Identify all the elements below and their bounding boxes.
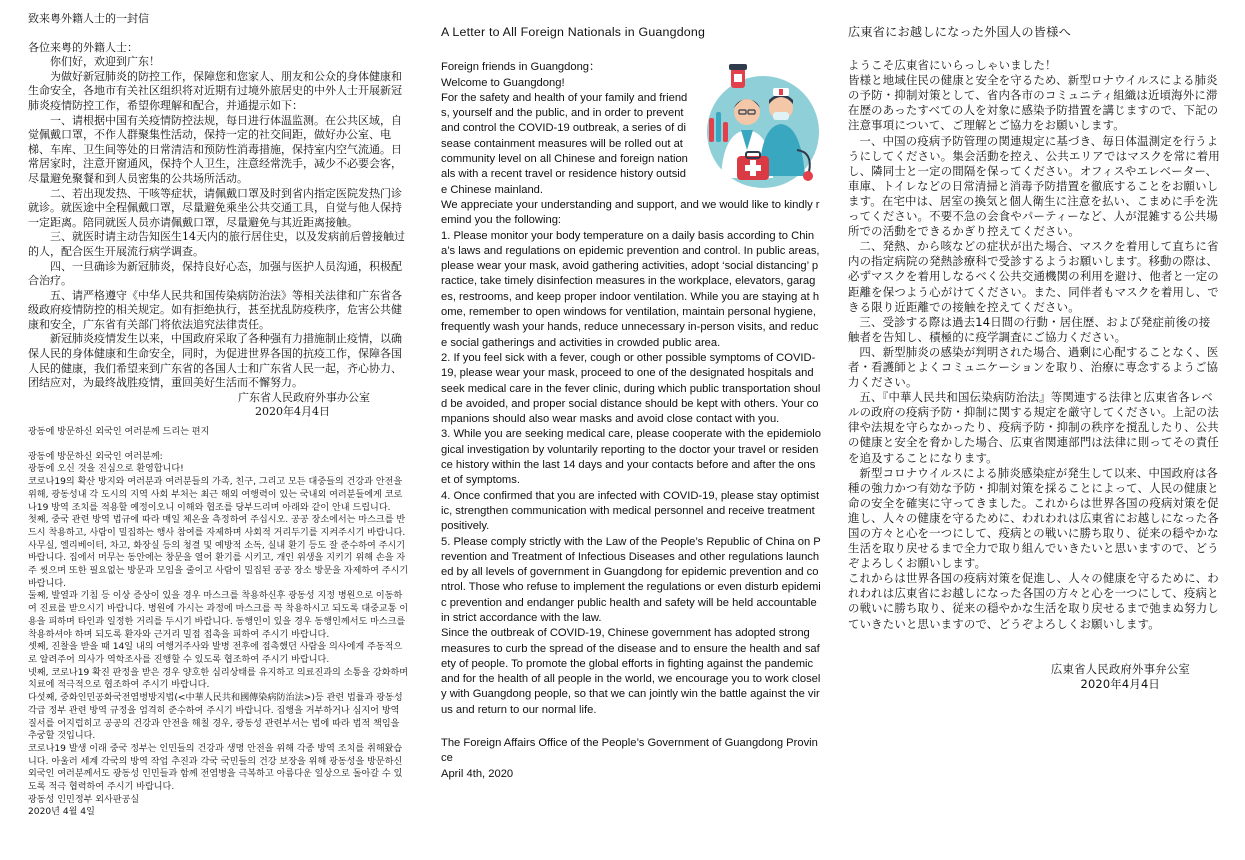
- japanese-paragraph: 四、新型肺炎の感染が判明された場合、過剰に心配することなく、医者・看護師とよくコミュニケーションを取り、治療に専念するようご協力ください。: [848, 344, 1219, 390]
- english-title: A Letter to All Foreign Nationals in Guangdong: [441, 25, 706, 39]
- korean-welcome: 광동에 오신 것을 진심으로 환영합니다!: [28, 464, 184, 475]
- spacer: [441, 718, 821, 736]
- korean-letter: [28, 426, 410, 819]
- english-intro: Foreign friends in Guangdong： Welcome to Guangdong! For the safety and health of your family and friends, yourself and the public, and in order to prevent and control the COVID-19 outbreak, a series of disease containment measures will be rolled out at community level on all Chinese and foreign nationals with a recent travel or residence history outside Chinese mainland.: [441, 61, 688, 196]
- english-paragraph: 2. If you feel sick with a fever, cough or other possible symptoms of COVID-19, please wear your mask, proceed to one of the designated hospitals and seek medical care in the fever clinic, during which public transportation should be avoided, and proper social distance should be kept with others. Your companions should also wear masks and avoid close contact with you.: [441, 351, 821, 426]
- japanese-paragraph: これからは世界各国の疫病対策を促進し、人々の健康を守るために、われわれは広東省にお越しになった各国の方々と心を一つにして、疫病との戦いに勝ち取り、従来の穏やかな生活を取り戻せるまで弛まぬ努力していきたいと思いますので、どうぞよろしくお願いします。: [848, 571, 1219, 631]
- spacer: [848, 632, 1220, 662]
- medical-bag-icon: [737, 152, 769, 180]
- korean-paragraph: 넷째, 코로나19 확진 판정을 받은 경우 양호한 심리상태를 유지하고 의료진과의 소통을 강화하며 치료에 적극적으로 협조하여 주시기 바랍니다.: [28, 667, 411, 691]
- chinese-paragraph: 二、若出现发热、干咳等症状，请佩戴口罩及时到省内指定医院发热门诊就诊。就医途中全程佩戴口罩，尽量避免乘坐公共交通工具，自觉与他人保持一定距离。陪同就医人员亦请佩戴口罩，尽量避免与其近距离接触。: [28, 186, 402, 229]
- korean-paragraph: 둘째, 발열과 기침 등 이상 증상이 있을 경우 마스크를 착용하신후 광동성 지정 병원으로 이동하여 진료를 받으시기 바랍니다. 병원에 가시는 과정에 마스크를 꼭 착용하시고 되도록 대중교통 이용을 피하며 타인과 일정한 거리를 두시기 바랍니다. 동행인이 있을 경우 동행인께서도 마스크를 착용하셔야 하며 되도록 환자와 근거리 밀접 접촉을 피하여 주시기 바랍니다.: [28, 591, 409, 640]
- english-paragraph: 4. Once confirmed that you are infected with COVID-19, please stay optimistic, strengthen communication with medical personnel and receive treatment positively.: [441, 489, 820, 533]
- japanese-paragraph: 一、中国の疫病予防管理の関連規定に基づき、毎日体温測定を行うようにしてください。集会活動を控え、公共エリアではマスクを常に着用し、隣同士と一定の間隔を保ってください。オフィスやエレベーター、車庫、トイレなどの日常清掃と消毒予防措置を徹底することをお願いします。在宅中は、居室の換気と個人衛生に注意を払い、こまめに手を洗ってください。不要不急の会食やパーティーなど、人が混雑する公共場所での活動をできるかぎり控えてください。: [848, 133, 1220, 239]
- korean-paragraph: 셋째, 진찰을 받을 때 14일 내의 여행거주사와 발병 전후에 접촉했던 사람을 의사에게 주동적으로 알려주어 의사가 역학조사를 진행할 수 있도록 협조하여 주시기 바랍니다.: [28, 642, 403, 665]
- chinese-korean-column: [28, 0, 410, 860]
- chinese-title: 致来粤外籍人士的一封信: [28, 12, 149, 25]
- english-paragraph: 3. While you are seeking medical care, please cooperate with the epidemiological investigation by voluntarily reporting to the doctor your travel or residence history within the last 14 days and your contacts before and after the onset of symptoms.: [441, 428, 821, 487]
- chinese-paragraph: 一、请根据中国有关疫情防控法规，每日进行体温监测。在公共区域，自觉佩戴口罩，不作人群聚集性活动，保持一定的社交间距，做好办公室、电梯、车库、卫生间等处的日常清洁和预防性消毒措施，保持室内空气流通。日常居家时，注意开窗通风，保持个人卫生，注意经常洗手，减少不必要会客，尽量避免聚餐和到人员密集的公共场所活动。: [28, 113, 402, 185]
- korean-salutation: 광동에 방문하신 외국인 여러분께:: [28, 451, 163, 462]
- japanese-welcome: ようこそ広東省にいらっしゃいました！: [848, 58, 1057, 73]
- english-paragraph: 1. Please monitor your body temperature on a daily basis according to China’s laws and regulations on epidemic prevention and control. In public areas, please wear your mask, avoid gathering activities, adopt ‘social distancing’ practice, take timely disinfection measures in the workplace, elevators, garages, restrooms, and keep proper indoor ventilation. While you are staying at home, remember to open windows for ventilation, maintain personal hygiene, frequently wash your hands, reduce unnecessary in-person visits, and reduce social gatherings and activities in crowded public area.: [441, 229, 823, 349]
- japanese-date: 2020年4月4日: [1080, 676, 1160, 691]
- korean-paragraph: 코로나19의 확산 방지와 여러분과 여러분들의 가족, 친구, 그리고 모든 대중들의 건강과 안전을 위해, 광동성내 각 도시의 지역 사회 부처는 최근 해외 여행력이 있는 국내외 여러분들에게 코로나19 방역 조치를 적용할 예정이오니 이해와 협조를 당부드리며 아래와 같이 안내 드립니다.: [28, 477, 406, 513]
- chinese-paragraph: 新冠肺炎疫情发生以来，中国政府采取了各种强有力措施制止疫情，以确保人民的身体健康和生命安全，同时，为促进世界各国的抗疫工作，保障各国人民的健康，我们希望来到广东省的各国人士和广东省人民一起，齐心协力、团结应对，为最终战胜疫情，重回美好生活而不懈努力。: [28, 332, 402, 390]
- spacer: [28, 27, 410, 41]
- japanese-paragraph: 三、受診する際は過去14日間の行動・居住歴、および発症前後の接触者を告知し、積極的に疫学調査にご協力ください。: [848, 314, 1211, 344]
- spacer: [28, 439, 410, 451]
- japanese-paragraph: 二、発熱、から咳などの症状が出た場合、マスクを着用して直ちに省内の指定病院の発熱診療科で受診するようお願いします。移動の際は、必ずマスクを着用しなるべく公共交通機関の利用を避け、他者と一定の距離を保つよう心がけてください。また、同伴者もマスクを着用し、できる限り近距離での接触を控えてください。: [848, 239, 1219, 314]
- japanese-paragraph: 皆様と地域住民の健康と安全を守るため、新型ロナウイルスによる肺炎の予防・抑制対策として、省内各市のコミュニティ組織は近頃海外に滞在歴のあったすべての人を対象に感染予防措置を講じますので、下記の注意事項について、ご理解とご協力をお願いします。: [848, 73, 1219, 133]
- japanese-signature: 広東省人民政府外事弁公室: [1050, 661, 1190, 676]
- chinese-salutation: 各位来粤的外籍人士：: [28, 40, 138, 54]
- english-date: April 4th, 2020: [441, 767, 514, 780]
- chinese-signature: 广东省人民政府外事办公室: [238, 390, 370, 404]
- english-appreciation: We appreciate your understanding and support, and we would like to kindly remind you the following:: [441, 198, 820, 227]
- japanese-paragraph: 新型コロナウイルスによる肺炎感染症が発生して以来、中国政府は各種の強力かつ有効な予防・抑制対策を採ることによって、人民の健康と命の安全を確実に守ってきました。これからは世界各国の疫病対策を促進し、人々の健康を守るために、われわれは広東省にお越しになった各国の方々と心を一つにして、疫病との戦いに勝ち取り、従来の穏やかな生活を取り戻せるまで全力で取り組んでいきたいと思いますので、どうぞよろしくお願いします。: [848, 465, 1219, 571]
- japanese-title: 広東省にお越しになった外国人の皆様へ: [848, 25, 1071, 39]
- english-column: [441, 0, 821, 860]
- chinese-paragraph: 四、一旦确诊为新冠肺炎，保持良好心态，加强与医护人员沟通，积极配合治疗。: [28, 259, 402, 288]
- medical-staff-illustration: [701, 60, 821, 200]
- english-paragraph: Since the outbreak of COVID-19, Chinese government has adopted strong measures to curb the spread of the disease and to ensure the health and safety of people. To promote the global efforts in fighting against the pandemic and for the health of all people in the world, we encourage you to work closely with Guangdong people, so that we can jointly win the battle against the virus and return to our normal life.: [441, 627, 821, 716]
- pill-bottle-icon: [729, 64, 747, 88]
- chinese-paragraph: 为做好新冠肺炎的防控工作，保障您和您家人、朋友和公众的身体健康和生命安全，各地市有关社区组织将对近期有过境外旅居史的中外人士开展新冠肺炎疫情防控工作，希望你理解和配合，并通提示如下：: [28, 69, 402, 112]
- korean-date: 2020년 4월 4일: [28, 807, 95, 818]
- japanese-paragraph: 五、『中華人民共和国伝染病防治法』等関連する法律と広東省各レベルの政府の疫病予防・抑制に関する規定を厳守してください。上記の法律や法規を守らなかったり、疫病予防・抑制の秩序を撹乱したり、公共の健康と安全を脅かした場合、広東省関連部門は法律に則ってその責任を追及することになります。: [848, 390, 1219, 465]
- chinese-paragraph: 三、就医时请主动告知医生14天内的旅行居住史，以及发病前后曾接触过的人，配合医生开展流行病学调查。: [28, 230, 405, 258]
- korean-signature: 광동성 인민정부 외사판공실: [28, 794, 140, 805]
- korean-title: 광동에 방문하신 외국인 여러분께 드리는 편지: [28, 427, 210, 438]
- korean-paragraph: 코로나19 발생 이래 중국 정부는 인민들의 건강과 생명 안전을 위해 각종 방역 조치를 취해왔습니다. 아울러 세계 각국의 방역 작업 추진과 각국 국민들의 건강 보장을 위해 광동성을 방문하신 외국인 여러분께서도 광동성 인민들과 함께 전염병을 극복하고 아름다운 일상으로 돌아갈 수 있도록 적극 협력하여 주시기 바랍니다.: [28, 743, 406, 793]
- korean-paragraph: 다섯째, 중화인민공화국전염병방지법(<中華人民共和國傳染病防治法>)등 관련 법률과 광동성 각급 정부 관련 방역 규정을 엄격히 준수하여 주시기 바랍니다. 집행을 거부하거나 심지어 방역 질서를 어지럽히고 공공의 건강과 안전을 해칠 경우, 광동성 관련부서는 법에 따라 법적 책임을 추궁할 것입니다.: [28, 693, 406, 742]
- english-signature: The Foreign Affairs Office of the People’s Government of Guangdong Province: [441, 737, 818, 765]
- chinese-welcome: 你们好，欢迎到广东！: [50, 55, 160, 69]
- english-paragraph: 5. Please comply strictly with the Law of the People’s Republic of China on Prevention and Treatment of Infectious Diseases and other regulations launched by all levels of government in Guangdong for epidemic prevention and control. Those who refuse to implement the regulations or even disturb epidemic prevention and endanger public health and safety will be held accountable in strict accordance with the law.: [441, 535, 821, 624]
- korean-paragraph: 첫째, 중국 관련 방역 법규에 따라 매일 체온을 측정하여 주십시오. 공공 장소에서는 마스크를 반드시 착용하고, 사람이 밀집하는 행사 참여를 자제하며 사회적 거리두기를 지켜주시기 바랍니다. 사무실, 엘리베이터, 차고, 화장실 등의 청결 및 예방적 소독, 실내 환기 등도 잘 준수하여 주시기 바랍니다. 집에서 머무는 동안에는 창문을 열어 환기를 시키고, 개인 위생을 지키기 위해 손을 자주 씻으며 또한 필요없는 방문과 모임을 줄이고 사람이 밀집된 공공 장소 방문을 자제하여 주시기 바랍니다.: [28, 515, 412, 589]
- spacer: [848, 40, 1220, 58]
- english-intro-block: [441, 60, 821, 198]
- japanese-column: [848, 0, 1220, 860]
- chinese-date: 2020年4月4日: [255, 405, 330, 419]
- chinese-paragraph: 五、请严格遵守《中华人民共和国传染病防治法》等相关法律和广东省各级政府疫情防控的相关规定。如有拒绝执行，甚至扰乱防疫秩序，危害公共健康和安全，广东省有关部门将依法追究法律责任。: [28, 288, 402, 331]
